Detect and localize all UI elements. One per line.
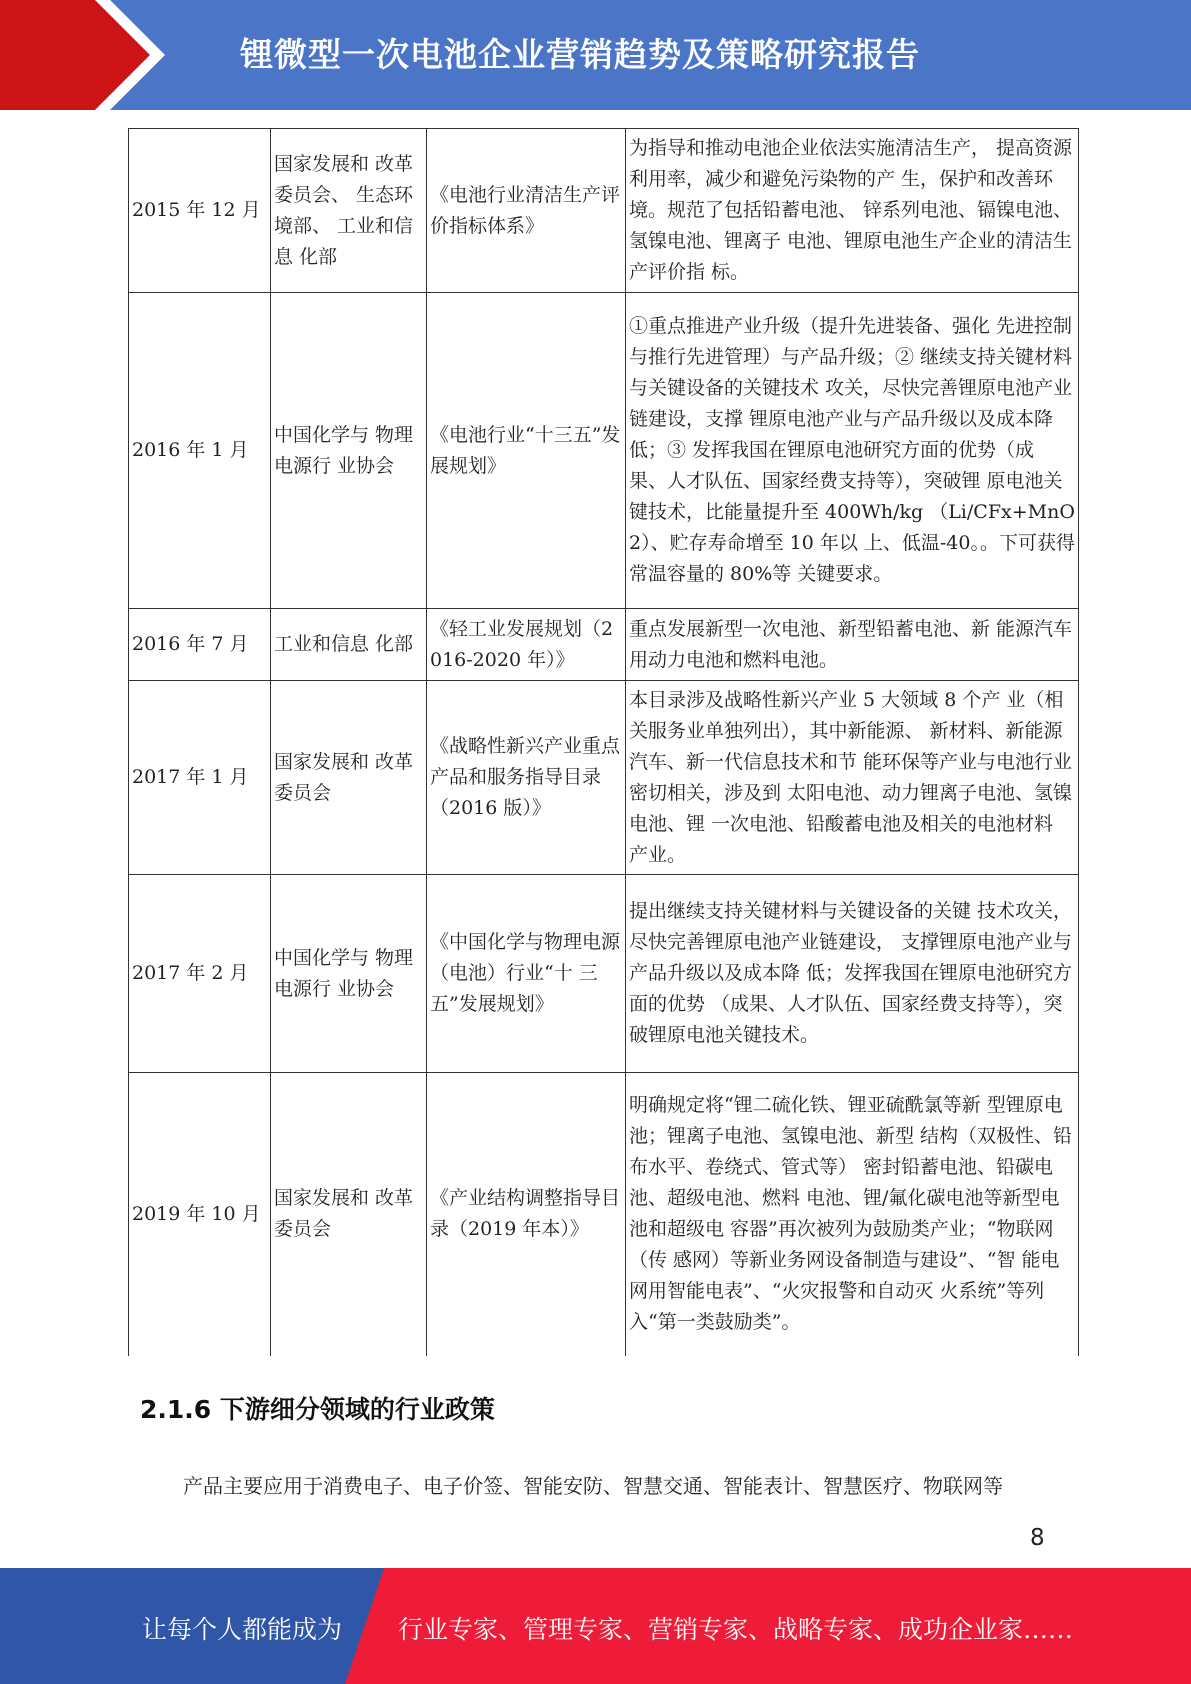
cell-description: 本目录涉及战略性新兴产业 5 大领域 8 个产 业（相关服务业单独列出），其中新能源、 新材料、新能源汽车、新一代信息技术和节 能环保等产业与电池行业密切相关，涉及到 太阳电池、动力锂离子电池、氢镍电池、锂 一次电池、铅酸蓄电池及相关的电池材料 产业。 bbox=[626, 681, 1079, 875]
cell-date: 2015 年 12 月 bbox=[129, 129, 271, 293]
table-row bbox=[129, 609, 1079, 681]
footer-slogan-left: 让每个人都能成为 bbox=[142, 1615, 343, 1644]
cell-org: 国家发展和 改革委员会、 生态环境部、 工业和信息 化部 bbox=[271, 129, 427, 293]
cell-description: 重点发展新型一次电池、新型铅蓄电池、新 能源汽车用动力电池和燃料电池。 bbox=[626, 609, 1079, 681]
page-number: 8 bbox=[1030, 1525, 1045, 1551]
cell-description: 为指导和推动电池企业依法实施清洁生产， 提高资源利用率，减少和避免污染物的产 生，保护和改善环境。规范了包括铅蓄电池、 锌系列电池、镉镍电池、氢镍电池、锂离子 电池、锂原电池生产企业的清洁生产评价指 标。 bbox=[626, 129, 1079, 293]
table-row bbox=[129, 293, 1079, 609]
cell-description: 提出继续支持关键材料与关键设备的关键 技术攻关，尽快完善锂原电池产业链建设， 支撑锂原电池产业与产品升级以及成本降 低；发挥我国在锂原电池研究方面的优势 （成果、人才队伍、国家经费支持等），突 破锂原电池关键技术。 bbox=[626, 875, 1079, 1073]
header-bar bbox=[0, 0, 1191, 110]
cell-description: 明确规定将“锂二硫化铁、锂亚硫酰氯等新 型锂原电池；锂离子电池、氢镍电池、新型 结构（双极性、铅布水平、卷绕式、管式等） 密封铅蓄电池、铅碳电池、超级电池、燃料 电池、锂/氟化碳电池等新型电池和超级电 容器”再次被列为鼓励类产业；“物联网（传 感网）等新业务网设备制造与建设”、“智 能电网用智能电表”、“火灾报警和自动灭 火系统”等列入“第一类鼓励类”。 bbox=[626, 1073, 1079, 1356]
cell-date: 2016 年 1 月 bbox=[129, 293, 271, 609]
cell-description: ①重点推进产业升级（提升先进装备、强化 先进控制与推行先进管理）与产品升级；② 继续支持关键材料与关键设备的关键技术 攻关，尽快完善锂原电池产业链建设，支撑 锂原电池产业与产品升级以及成本降低；③ 发挥我国在锂原电池研究方面的优势（成 果、人才队伍、国家经费支持等），突破锂 原电池关键技术，比能量提升至 400Wh/kg （Li/CFx+MnO2）、贮存寿命增至 10 年以 上、低温-40。。下可获得常温容量的 80%等 关键要求。 bbox=[626, 293, 1079, 609]
cell-date: 2016 年 7 月 bbox=[129, 609, 271, 681]
table-row bbox=[129, 681, 1079, 875]
cell-document: 《电池行业“十三五”发展规划》 bbox=[427, 293, 626, 609]
cell-date: 2017 年 2 月 bbox=[129, 875, 271, 1073]
policy-table bbox=[128, 128, 1079, 1356]
cell-document: 《中国化学与物理电源（电池）行业“十 三五”发展规划》 bbox=[427, 875, 626, 1073]
cell-document: 《电池行业清洁生产评价指标体系》 bbox=[427, 129, 626, 293]
cell-date: 2017 年 1 月 bbox=[129, 681, 271, 875]
cell-date: 2019 年 10 月 bbox=[129, 1073, 271, 1356]
table-row bbox=[129, 875, 1079, 1073]
cell-org: 国家发展和 改革委员会 bbox=[271, 1073, 427, 1356]
table-row bbox=[129, 1073, 1079, 1356]
cell-document: 《轻工业发展规划（2016-2020 年）》 bbox=[427, 609, 626, 681]
cell-org: 中国化学与 物理电源行 业协会 bbox=[271, 293, 427, 609]
section-heading: 2.1.6 下游细分领域的行业政策 bbox=[140, 1395, 495, 1424]
table-row bbox=[129, 129, 1079, 293]
body-paragraph: 产品主要应用于消费电子、电子价签、智能安防、智慧交通、智能表计、智慧医疗、物联网等 bbox=[183, 1474, 1003, 1498]
footer-slogan-right: 行业专家、管理专家、营销专家、战略专家、成功企业家…… bbox=[398, 1615, 1074, 1644]
report-title: 锂微型一次电池企业营销趋势及策略研究报告 bbox=[240, 35, 920, 74]
cell-org: 国家发展和 改革委员会 bbox=[271, 681, 427, 875]
cell-document: 《战略性新兴产业重点产品和服务指导目录（2016 版）》 bbox=[427, 681, 626, 875]
cell-org: 中国化学与 物理电源行 业协会 bbox=[271, 875, 427, 1073]
cell-org: 工业和信息 化部 bbox=[271, 609, 427, 681]
cell-document: 《产业结构调整指导目录（2019 年本）》 bbox=[427, 1073, 626, 1356]
